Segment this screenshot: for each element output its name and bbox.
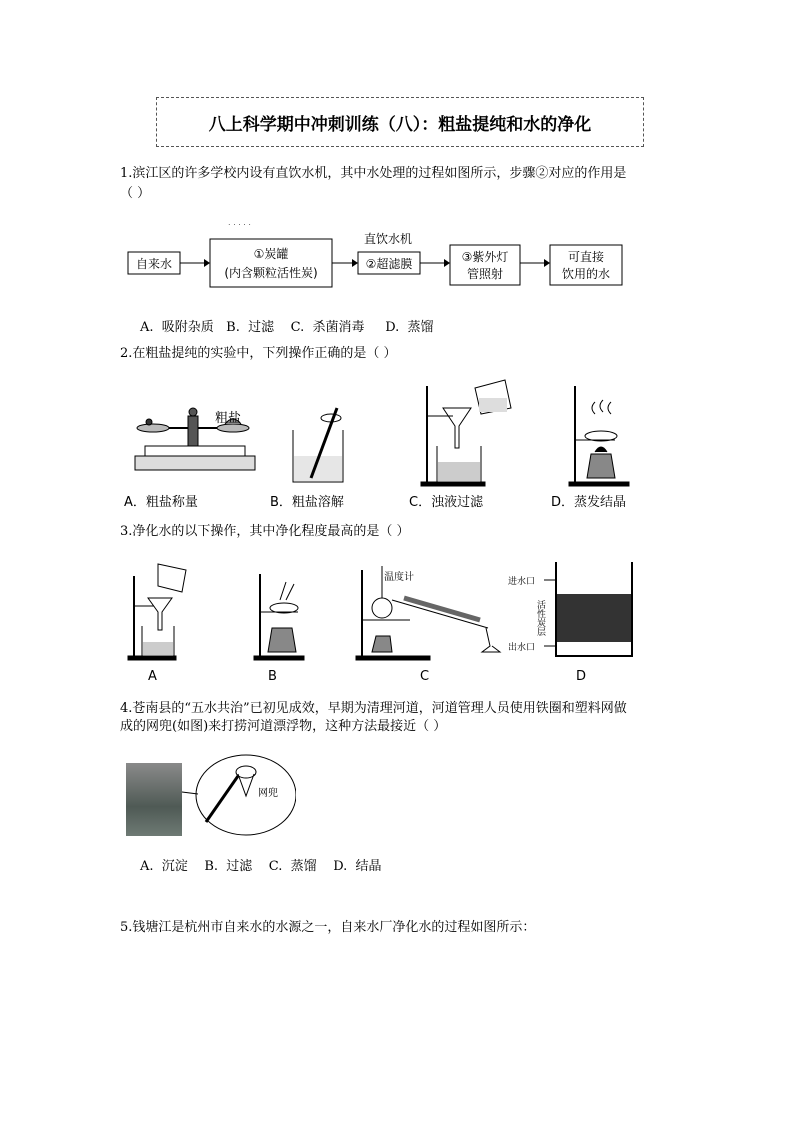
q3-letter-d: D — [576, 669, 587, 684]
q3-letter-a: A — [148, 669, 157, 684]
inlet-label: 进水口 — [508, 577, 536, 587]
carbon-label: 活性炭层 — [535, 600, 545, 636]
q3-figures — [120, 556, 640, 666]
net-callout — [176, 752, 296, 838]
net-label: 网兜 — [258, 788, 278, 799]
question-4-stem-2: 成的网兜(如图)来打捞河道漂浮物，这种方法最接近（ ） — [120, 719, 447, 734]
question-4-stem-1: 4.苍南县的“五水共治”已初见成效，早期为清理河道，河道管理人员使用铁圈和塑料网做 — [120, 701, 627, 716]
question-1-paren: （ ） — [120, 186, 151, 201]
flow-step3a: ③紫外灯 — [461, 250, 509, 264]
q2-option-c: C．浊液过滤 — [409, 495, 484, 510]
flow-step3b: 管照射 — [466, 267, 504, 281]
q3-letter-c: C — [420, 669, 430, 684]
q2-option-a: A．粗盐称量 — [124, 495, 198, 510]
flow-tap: 自来水 — [135, 257, 173, 271]
q3-letter-b: B — [268, 669, 277, 684]
beaker-icon — [293, 408, 343, 482]
page-title: 八上科学期中冲刺训练（八）：粗盐提纯和水的净化 — [208, 114, 592, 135]
q2-option-d: D．蒸发结晶 — [551, 495, 627, 510]
flow-step2: ②超滤膜 — [365, 257, 413, 271]
distillation-c-icon — [356, 566, 500, 660]
evaporation-b-icon — [254, 574, 304, 660]
flow-machine: 直饮水机 — [363, 232, 413, 246]
flow-step1b: (内含颗粒活性炭) — [224, 266, 318, 280]
title-box — [156, 97, 644, 147]
salt-label: 粗盐 — [215, 411, 242, 426]
q2-figures — [125, 378, 655, 490]
question-5-stem: 5.钱塘江是杭州市自来水的水源之一，自来水厂净化水的过程如图所示： — [120, 920, 536, 935]
svg-text:. . . . .: . . . . . — [228, 218, 251, 227]
thermometer-label: 温度计 — [384, 572, 414, 583]
filtration-icon — [421, 380, 511, 486]
question-1-options: A. 吸附杂质 B. 过滤 C. 杀菌消毒 D. 蒸馏 — [140, 320, 434, 335]
question-4-options: A. 沉淀 B. 过滤 C. 蒸馏 D. 结晶 — [140, 859, 382, 874]
evaporation-icon — [569, 386, 629, 486]
flow-end-a: 可直接 — [567, 250, 605, 264]
question-2-stem: 2.在粗盐提纯的实验中，下列操作正确的是（ ） — [120, 346, 397, 361]
q1-flow-diagram — [120, 215, 630, 295]
carbon-filter-d-icon — [544, 562, 632, 656]
filtration-a-icon — [128, 564, 186, 660]
question-1-stem: 1.滨江区的许多学校内设有直饮水机，其中水处理的过程如图所示，步骤②对应的作用是 — [120, 166, 627, 181]
river-photo — [126, 763, 182, 836]
flow-end-b: 饮用的水 — [561, 267, 611, 281]
q2-option-b: B．粗盐溶解 — [270, 495, 344, 510]
flow-step1a: ①炭罐 — [253, 247, 289, 261]
question-3-stem: 3.净化水的以下操作，其中净化程度最高的是（ ） — [120, 524, 410, 539]
outlet-label: 出水口 — [508, 643, 536, 653]
